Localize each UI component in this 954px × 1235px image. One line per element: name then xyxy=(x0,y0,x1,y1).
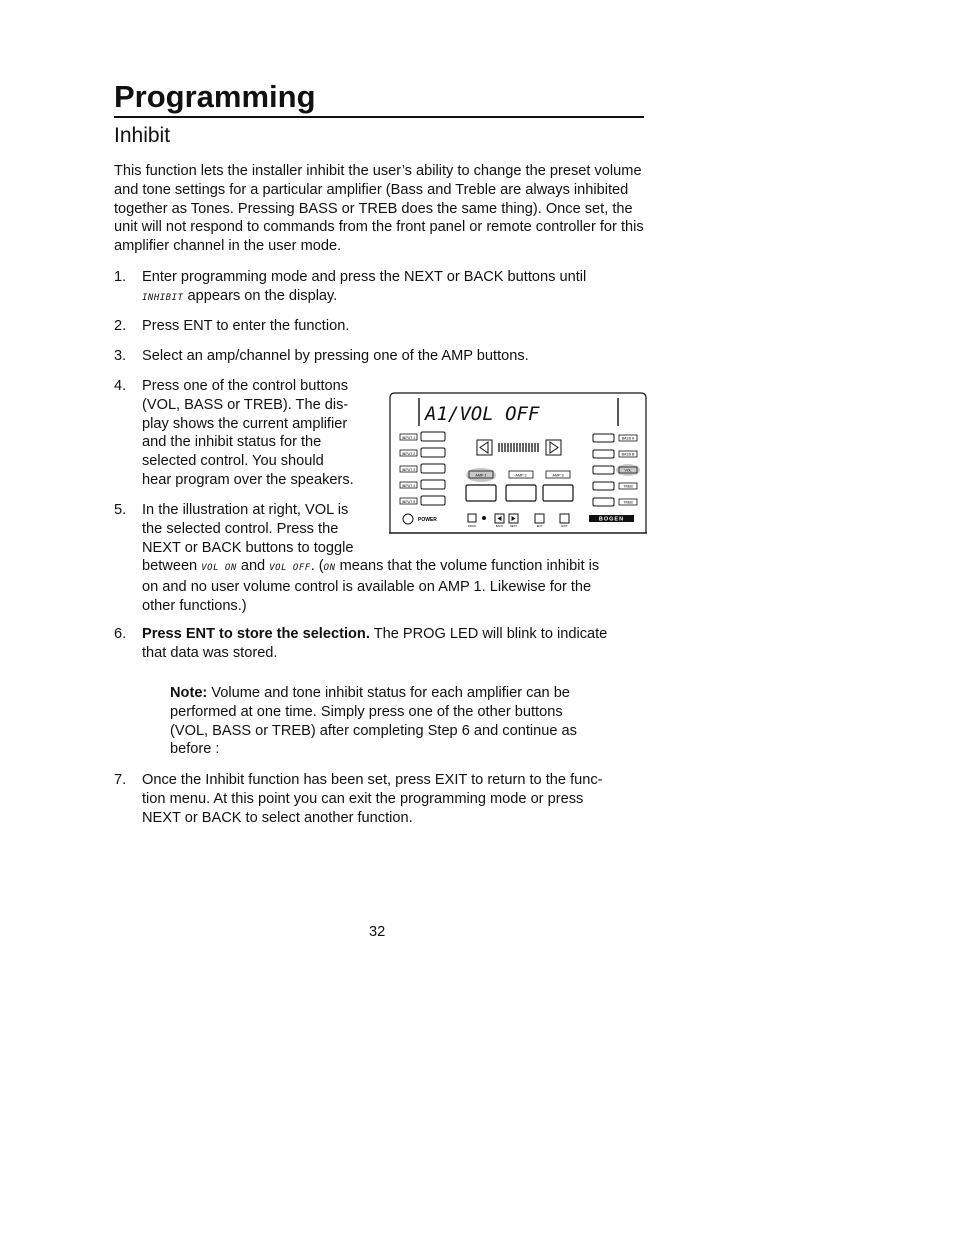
note-label: Note: xyxy=(170,685,208,701)
lcd-text-vol-on: VOL ON xyxy=(201,563,237,574)
step-text: appears on the display. xyxy=(187,287,338,304)
input-2-label: INPUT 2 xyxy=(401,452,416,456)
step-number: 7. xyxy=(114,772,127,788)
brand-logo xyxy=(589,515,634,523)
step-text: The PROG LED will blink to indicate xyxy=(369,626,608,642)
step-line: In the illustration at right, VOL is xyxy=(142,502,349,518)
note-line: Volume and tone inhibit status for each amplifier can be xyxy=(207,685,570,701)
treb-b-label: TREB xyxy=(623,500,633,505)
amp-3-label: AMP 3 xyxy=(552,473,564,478)
input-1-label: INPUT 1 xyxy=(401,436,416,440)
treb-label: TREB xyxy=(623,484,633,489)
step-text: means that the volume function inhibit is xyxy=(339,558,600,575)
power-label: POWER xyxy=(418,517,437,523)
input-5-label: INPUT 5 xyxy=(401,500,416,504)
step-text: Press ENT to enter the function. xyxy=(142,318,350,334)
next-label: NEXT xyxy=(509,524,518,528)
prog-label: PROG xyxy=(467,524,477,528)
section-title: Inhibit xyxy=(114,124,171,147)
step-line: NEXT or BACK buttons to toggle xyxy=(142,539,354,556)
step-number: 5. xyxy=(114,502,127,518)
input-4-label: INPUT 4 xyxy=(401,484,416,488)
step-line: that data was stored. xyxy=(142,644,278,661)
step-number: 3. xyxy=(114,348,127,364)
step-number: 2. xyxy=(114,318,127,334)
lcd-display-text: A1/VOL OFF xyxy=(425,403,540,425)
step-bold-text: Press ENT to store the selection. xyxy=(142,626,370,642)
step-line: play shows the current amplifier xyxy=(142,415,348,432)
input-3-label: INPUT 3 xyxy=(401,468,416,472)
step-text: and xyxy=(240,558,266,575)
step-number: 4. xyxy=(114,378,127,394)
lcd-text-inhibit: INHIBIT xyxy=(142,292,184,303)
lcd-text-on: ON xyxy=(323,563,336,574)
step-number: 1. xyxy=(114,269,127,285)
brand-text: BOGEN xyxy=(598,516,625,523)
step-line: other functions.) xyxy=(142,597,247,614)
step-number: 6. xyxy=(114,626,127,642)
step-text: between xyxy=(142,558,198,575)
step-line: the selected control. Press the xyxy=(142,520,339,537)
vol-label: VOL xyxy=(624,468,632,473)
prog-led xyxy=(482,516,486,520)
note-line: (VOL, BASS or TREB) after completing Step 6 and continue as xyxy=(170,722,577,739)
bass-a-label: BASS A xyxy=(621,436,635,441)
ent-label: ENT xyxy=(536,524,543,528)
step-text: . ( xyxy=(310,558,324,575)
step-line: tion menu. At this point you can exit the programming mode or press xyxy=(142,790,584,807)
step-line: and the inhibit status for the xyxy=(142,434,322,451)
page-title: Programming xyxy=(114,78,644,118)
back-label: BACK xyxy=(495,524,504,528)
step-line: selected control. You should xyxy=(142,453,324,470)
step-line: Press one of the control buttons xyxy=(142,378,349,394)
step-text: Enter programming mode and press the NEXT or BACK buttons until xyxy=(142,269,587,285)
note-line: before : xyxy=(170,741,220,758)
note-line: performed at one time. Simply press one of the other buttons xyxy=(170,703,563,720)
intro-paragraph: This function lets the installer inhibit the user’s ability to change the preset volume and tone settings for a particular amplifier (Bass and Treble are always inhibited together as Tones. Pressing BASS or TREB does the same thing). Once set, the unit will not respond to commands from the front panel or remote controller for this amplifier channel in the user mode. xyxy=(114,163,644,255)
step-text: Select an amp/channel by pressing one of the AMP buttons. xyxy=(142,348,529,364)
exit-label: EXIT xyxy=(561,524,568,528)
step-line: on and no user volume control is available on AMP 1. Likewise for the xyxy=(142,579,592,596)
amp-1-label: AMP 1 xyxy=(475,473,487,478)
amp-2-label: AMP 2 xyxy=(515,473,527,478)
step-line: NEXT or BACK to select another function. xyxy=(142,809,413,826)
front-panel-illustration xyxy=(389,392,647,534)
note-block xyxy=(170,684,640,759)
step-line: Once the Inhibit function has been set, press EXIT to return to the func- xyxy=(142,772,603,788)
lcd-text-vol-off: VOL OFF xyxy=(269,563,311,574)
step-line: hear program over the speakers. xyxy=(142,471,354,488)
bass-b-label: BASS B xyxy=(621,452,635,457)
page-number: 32 xyxy=(369,924,386,940)
step-line: (VOL, BASS or TREB). The dis- xyxy=(142,396,349,413)
